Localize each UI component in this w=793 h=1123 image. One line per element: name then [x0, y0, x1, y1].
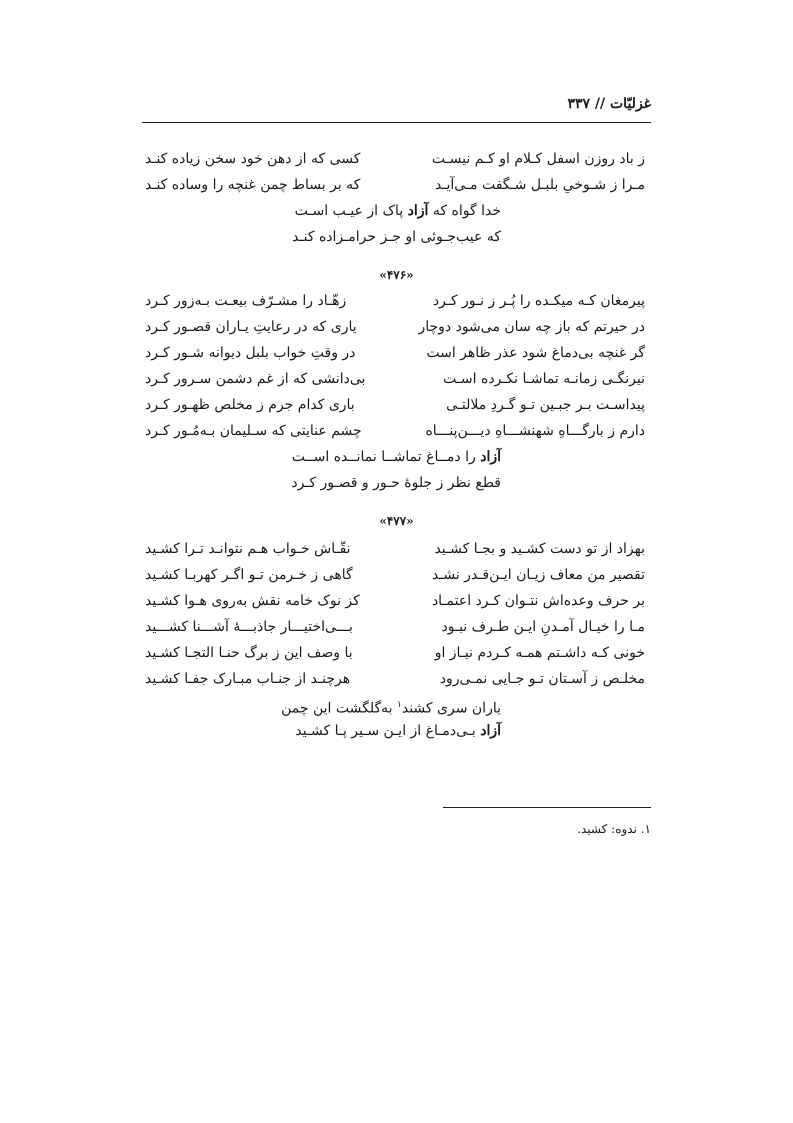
couplet	[145, 316, 645, 338]
hemistich-first: گر غنچه بی‌دماغ شود عذر ظاهر است	[426, 345, 645, 361]
hemistich-second: گاهی ز خـرمن تـو اگـر کهربـا کشـید	[145, 567, 353, 583]
closing-line: که عیب‌جـوئی او جـز حرامـزاده کنـد	[292, 229, 501, 245]
closing-line: خدا گواه که آزاد پاک از عیـب اسـت	[294, 203, 501, 219]
poet-name: آزاد	[480, 449, 501, 465]
footnote-divider	[443, 807, 651, 808]
hemistich-second: چشم عنایتی که سـلیمان بـه‌مُـور کـرد	[145, 423, 362, 439]
poet-name: آزاد	[480, 723, 501, 739]
hemistich-second: باری کدام جرم ز مخلص ظهـور کـرد	[145, 397, 355, 413]
hemistich-first: مـرا ز شـوخیِ بلبـل شـگفت مـی‌آیـد	[435, 177, 645, 193]
hemistich-first: تقصیر من معاف زیـان ایـن‌قـدر نشـد	[431, 567, 645, 583]
hemistich-second: در وقتِ خواب بلبل دیوانه شـور کـرد	[145, 345, 356, 361]
hemistich-first: پیداسـت بـر جبـین تـو گـردِ ملالتـی	[446, 397, 645, 413]
hemistich-first: نیرنگـی زمانـه تماشـا نکـرده اسـت	[443, 371, 645, 387]
hemistich-second: زهّـاد را مشـرّف بیعـت بـه‌زور کـرد	[145, 293, 347, 309]
hemistich-first: مخلـص ز آسـتان تـو جـایی نمـی‌رود	[439, 671, 645, 687]
hemistich-first: دارم ز بارگـــاهِ شهنشـــاهِ دیـــن‌پنـــاه	[425, 423, 645, 439]
couplet	[145, 616, 645, 638]
closing-line: آزاد را دمــاغ تماشــا نمانــده اســت	[291, 449, 501, 465]
footnote: ۱. ندوه: کشید.	[577, 822, 651, 836]
poem-number: «۴۷۷»	[379, 514, 414, 528]
hemistich-first: بهزاد از تو دست کشـید و بجـا کشـید	[434, 541, 645, 557]
footnote-marker: ۱	[397, 700, 402, 710]
couplet	[145, 538, 645, 560]
hemistich-second: کز نوک خامه نقش به‌روی هـوا کشـید	[145, 593, 360, 609]
hemistich-second: بـــی‌اختیـــار جاذبـــهٔ آشـــنا کشـــید	[145, 619, 353, 635]
hemistich-first: خونی کـه داشـتم همـه کـردم نیـاز او	[434, 645, 645, 661]
couplet	[145, 174, 645, 196]
hemistich-second: نقّـاش خـواب هـم نتوانـد تـرا کشـید	[145, 541, 351, 557]
poem-number: «۴۷۶»	[379, 268, 414, 282]
hemistich-first: مـا را خیـال آمـدنِ ایـن طـرف نبـود	[441, 619, 645, 635]
hemistich-first: بر حرف وعده‌اش نتـوان کـرد اعتمـاد	[431, 593, 645, 609]
hemistich-second: هرچنـد از جنـاب مبـارک جفـا کشـید	[145, 671, 351, 687]
hemistich-first: پیرمغان کـه میکـده را پُـر ز نـور کـرد	[432, 293, 645, 309]
couplet	[145, 368, 645, 390]
hemistich-first: در حیرتم که باز چه سان می‌شود دوچار	[418, 319, 645, 335]
couplet	[145, 148, 645, 170]
couplet	[145, 342, 645, 364]
couplet	[145, 642, 645, 664]
couplet	[145, 290, 645, 312]
couplet	[145, 420, 645, 442]
closing-line: یاران سری کشند$^۱$ به‌گلگشت این چمن	[281, 700, 501, 717]
hemistich-second: کسی که از دهن خود سخن زیاده کنـد	[145, 151, 361, 167]
hemistich-second: یاری که در رعایتِ یـاران قصـور کـرد	[145, 319, 357, 335]
couplet	[145, 668, 645, 690]
running-header	[142, 96, 651, 123]
hemistich-second: بی‌دانشی که از غم دشمن سـرور کـرد	[145, 371, 366, 387]
running-title: غزلیّات // ۳۳۷	[567, 96, 651, 112]
closing-line: قطع نظر ز جلوهٔ حـور و قصـور کـرد	[291, 475, 501, 491]
hemistich-second: که بر بساط چمن غنچه را وساده کنـد	[145, 177, 361, 193]
closing-line: آزاد بـی‌دمـاغ از ایـن سـیر پـا کشـید	[295, 723, 501, 739]
hemistich-second: با وصف این ز برگ حنـا التجـا کشـید	[145, 645, 353, 661]
couplet	[145, 564, 645, 586]
couplet	[145, 590, 645, 612]
hemistich-first: ز باد روزن اسفل کـلام او کـم نیسـت	[431, 151, 645, 167]
couplet	[145, 394, 645, 416]
poet-name: آزاد	[407, 203, 429, 219]
